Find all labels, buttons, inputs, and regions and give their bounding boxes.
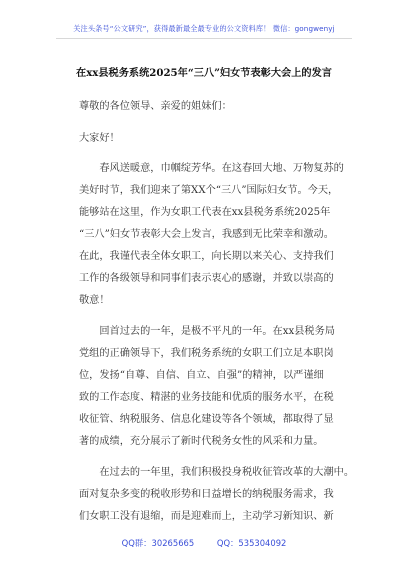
body-line: 们女职工没有退缩，而是迎难而上，主动学习新知识、新 [79,511,334,522]
header-banner: 关注头条号“公文研究”，获得最新最全最专业的公文资料库！ 微信：gongwenyj [73,24,335,33]
body-line: 敬意！ [79,295,110,306]
footer-qq-number: QQ：535304092 [216,538,287,548]
footer-qq-group: QQ群：30265665 [121,538,195,548]
greeting: 大家好！ [79,133,120,144]
salutation: 尊敬的各位领导、亲爱的姐妹们： [79,101,232,112]
header-divider [56,38,352,39]
body-line: 回首过去的一年，是极不平凡的一年。在xx县税务局 [79,326,335,337]
body-line: “三八”妇女节表彰大会上发言，我感到无比荣幸和激动。 [79,229,334,240]
body-line: 党组的正确领导下，我们税务系统的女职工们立足本职岗 [79,348,334,359]
body-line: 能够站在这里，作为女职工代表在xx县税务系统2025年 [79,207,331,218]
body-line: 在过去的一年里，我们积极投身税收征管改革的大潮中。 [79,467,355,478]
body-line: 面对复杂多变的税收形势和日益增长的纳税服务需求，我 [79,489,334,500]
body-line: 春风送暖意，巾帼绽芳华。在这春回大地、万物复苏的 [79,163,344,174]
body-line: 美好时节，我们迎来了第XX个“三八”国际妇女节。今天， [79,185,339,196]
body-line: 著的成绩，充分展示了新时代税务女性的风采和力量。 [79,436,324,447]
body-line: 在此，我谨代表全体女职工，向长期以来关心、支持我们 [79,251,334,262]
document-title: 在xx县税务系统2025年“三八”妇女节表彰大会上的发言 [76,67,332,79]
body-line: 位，发扬“自尊、自信、自立、自强”的精神，以严谨细 [79,370,324,381]
body-line: 收征管、纳税服务、信息化建设等各个领域，都取得了显 [79,414,334,425]
body-line: 工作的各级领导和同事们表示衷心的感谢，并致以崇高的 [79,273,334,284]
body-line: 致的工作态度、精湛的业务技能和优质的服务水平，在税 [79,392,334,403]
footer-contact [0,537,408,549]
